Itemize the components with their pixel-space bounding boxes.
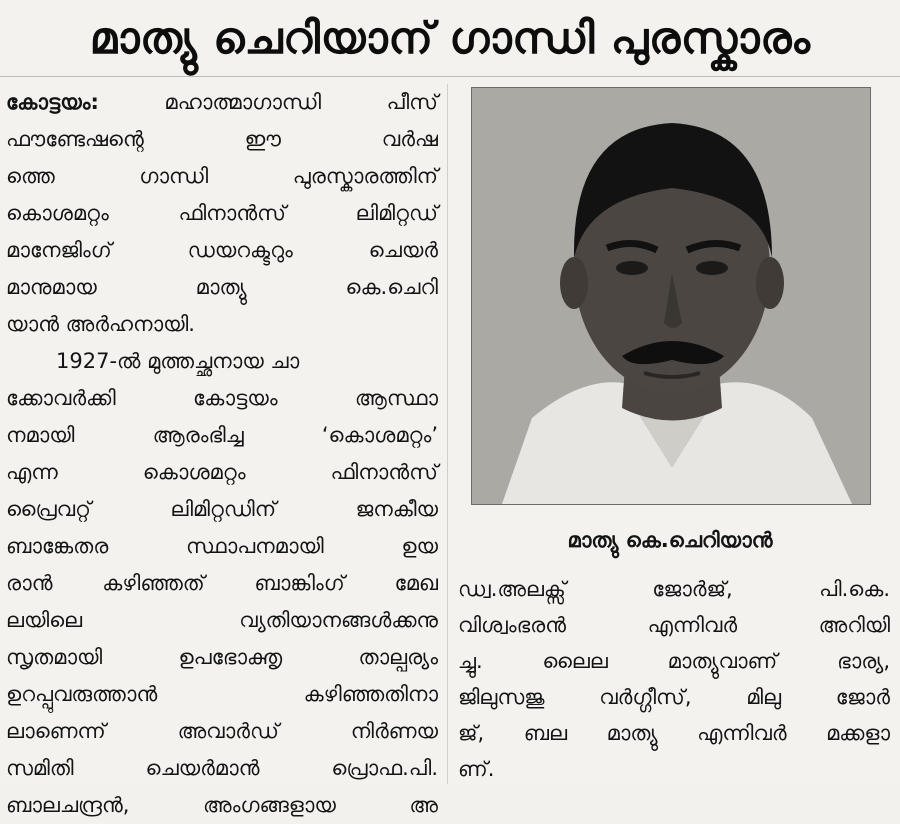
article-body-right-column xyxy=(458,571,890,784)
portrait-photo xyxy=(471,87,871,505)
dateline-place: കോട്ടയം: xyxy=(6,90,99,114)
article-line: ബാലചന്ദ്രൻ, അംഗങ്ങളായ അ xyxy=(6,793,438,817)
article-line: ച്ചു. ലൈല മാത്യുവാണ് ഭാര്യ, xyxy=(458,649,890,673)
article-line: ക്കോവർക്കി കോട്ടയം ആസ്ഥാ xyxy=(6,386,438,410)
article-line xyxy=(6,84,438,121)
article-line: ഉറപ്പുവരുത്താൻ കഴിഞ്ഞതിനാ xyxy=(6,682,438,706)
column-divider xyxy=(447,84,448,784)
headline-rule xyxy=(0,76,900,77)
article-line: ജ്, ബല മാത്യു എന്നിവർ മക്കളാ xyxy=(458,721,890,745)
article-headline: മാത്യു ചെറിയാന് ഗാന്ധി പുരസ്കാരം xyxy=(89,13,811,64)
article-line: 1927-ൽ മുത്തച്ഛനായ ചാ xyxy=(56,349,300,373)
article-line: യാൻ അർഹനായി. xyxy=(6,312,195,336)
portrait-illustration xyxy=(472,88,870,504)
article-line: സമിതി ചെയർമാൻ പ്രൊഫ.പി. xyxy=(6,756,438,780)
article-line: സൃതമായി ഉപഭോക്തൃ താല്പര്യം xyxy=(6,645,438,669)
article-line: കൊശമറ്റം ഫിനാൻസ് ലിമിറ്റഡ് xyxy=(6,201,438,225)
article-line: വിശ്വംഭരൻ എന്നിവർ അറിയി xyxy=(458,613,890,637)
article-line: ബാങ്കേതര സ്ഥാപനമായി ഉയ xyxy=(6,534,438,558)
article-line: ഫൗണ്ടേഷന്റെ ഈ വർഷ xyxy=(6,127,438,151)
article-line: ലാണെന്ന് അവാർഡ് നിർണയ xyxy=(6,719,438,743)
article-line: പ്രൈവറ്റ് ലിമിറ്റഡിന് ജനകീയ xyxy=(6,497,438,521)
article-line: ണ്. xyxy=(458,757,495,781)
article-line: ഡ്വ.അലക്സ് ജോർജ്, പി.കെ. xyxy=(458,577,890,601)
article-line: മാനേജിംഗ് ഡയറക്ടറും ചെയർ xyxy=(6,238,438,262)
article-line: ജിലുസജു വർഗ്ഗീസ്, മിലു ജോർ xyxy=(458,685,890,709)
photo-caption: മാത്യു കെ.ചെറിയാൻ xyxy=(567,528,773,552)
article-line: എന്ന കൊശമറ്റം ഫിനാൻസ് xyxy=(6,460,438,484)
dateline-rest: മഹാത്മാഗാന്ധി പീസ് xyxy=(98,90,438,114)
article-line: നമായി ആരംഭിച്ച ‘കൊശമറ്റം’ xyxy=(6,423,438,447)
article-line: ത്തെ ഗാന്ധി പുരസ്കാരത്തിന് xyxy=(6,164,438,188)
article-line: ലയിലെ വ്യതിയാനങ്ങൾക്കനു xyxy=(6,608,438,632)
article-line: മാനുമായ മാത്യു കെ.ചെറി xyxy=(6,275,438,299)
article-line: രാൻ കഴിഞ്ഞത് ബാങ്കിംഗ് മേഖ xyxy=(6,571,438,595)
article-body-left-column xyxy=(6,84,438,817)
